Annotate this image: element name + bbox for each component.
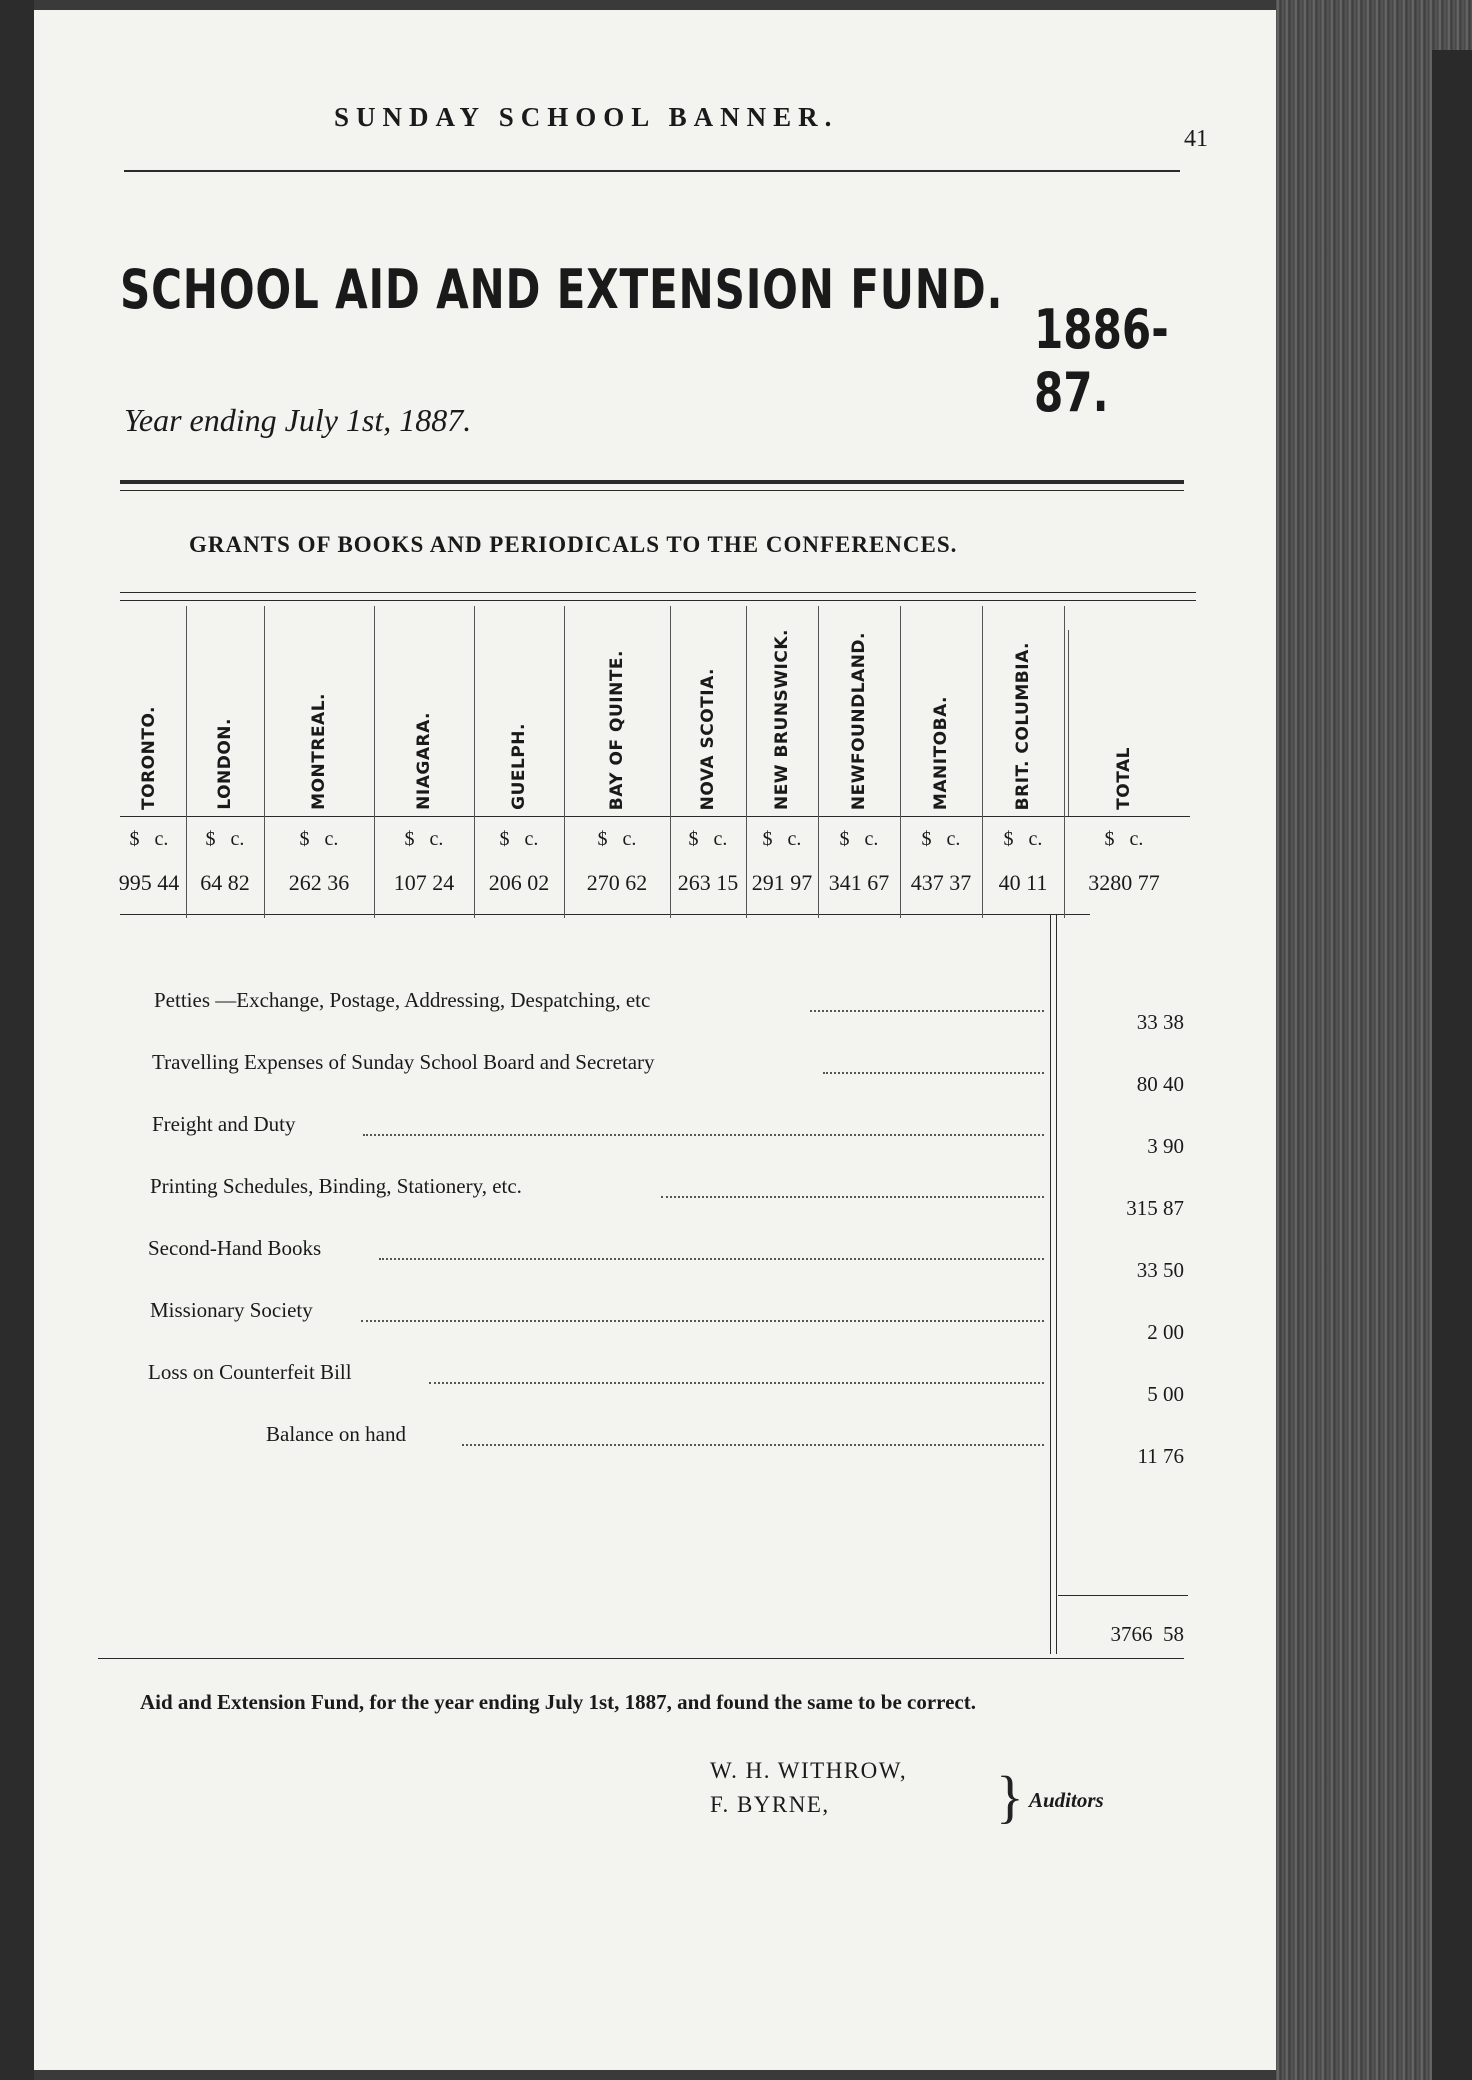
column-divider: [264, 606, 265, 918]
auditor-name-1: W. H. WITHROW,: [710, 1758, 908, 1783]
column-header-bay-of-quinte: [564, 630, 670, 810]
unit-row-newfoundland: [818, 828, 900, 851]
cent-sign: c.: [524, 828, 539, 850]
grant-cents: 82: [227, 870, 250, 895]
header-rule: [124, 170, 1180, 172]
footer-rule: [98, 1658, 1184, 1659]
grant-dollars: 107: [393, 870, 427, 895]
grant-dollars: 437: [910, 870, 944, 895]
grant-dollars: 263: [677, 870, 711, 895]
expense-amount: [1074, 1320, 1184, 1345]
grant-cents: 02: [527, 870, 550, 895]
column-header-label: MANITOBA.: [931, 695, 951, 810]
dot-leader: [810, 1010, 1044, 1012]
dollar-sign: $: [1003, 828, 1014, 850]
auditor-statement: Aid and Extension Fund, for the year ending July 1st, 1887, and found the same to be correct.: [140, 1690, 976, 1714]
year-label: 1886-87.: [1034, 298, 1169, 424]
expense-dollars: 2: [1147, 1320, 1158, 1344]
grant-value-new-brunswick: [746, 870, 818, 896]
unit-row-toronto: [112, 828, 186, 851]
expense-dollars: 80: [1136, 1072, 1158, 1096]
expense-cents: 90: [1163, 1134, 1184, 1158]
column-divider: [982, 606, 983, 918]
unit-row-brit-columbia: [982, 828, 1064, 851]
expense-dollars: 33: [1136, 1258, 1158, 1282]
column-header-guelph: [474, 630, 564, 810]
column-header-london: [186, 630, 264, 810]
dollar-sign: $: [921, 828, 932, 850]
grant-cents: 67: [867, 870, 890, 895]
expense-label: Balance on hand: [266, 1422, 406, 1446]
column-divider: [1064, 606, 1065, 918]
column-header-toronto: [112, 630, 186, 810]
cent-sign: c.: [622, 828, 637, 850]
expense-amount: [1074, 1072, 1184, 1097]
running-head: SUNDAY SCHOOL BANNER.: [334, 102, 839, 132]
table-values-bottom-rule: [120, 914, 1090, 915]
cent-sign: c.: [946, 828, 961, 850]
expense-label: Second-Hand Books: [148, 1236, 322, 1260]
grant-cents: 11: [1026, 870, 1048, 895]
expense-dollars: 33: [1136, 1010, 1158, 1034]
expense-cents: 50: [1163, 1258, 1184, 1282]
expense-dollars: 3: [1147, 1134, 1158, 1158]
grand-total-rule: [1058, 1595, 1188, 1596]
dollar-sign: $: [688, 828, 699, 850]
cent-sign: c.: [230, 828, 245, 850]
grant-dollars: 3280: [1088, 870, 1133, 895]
column-header-label: MONTREAL.: [309, 693, 329, 810]
column-header-nova-scotia: [670, 630, 746, 810]
column-divider: [374, 606, 375, 918]
column-header-label: NEWFOUNDLAND.: [849, 631, 869, 810]
total-column-rule-left-2: [1056, 914, 1057, 1654]
dollar-sign: $: [839, 828, 850, 850]
unit-row-london: [186, 828, 264, 851]
expense-label: Travelling Expenses of Sunday School Board and Secretary: [152, 1050, 655, 1074]
expense-amount: [1074, 1444, 1184, 1469]
auditors-brace: }: [996, 1764, 1024, 1829]
grant-dollars: 262: [288, 870, 322, 895]
expense-label: Printing Schedules, Binding, Stationery, etc.: [150, 1174, 522, 1198]
grant-value-guelph: [474, 870, 564, 896]
grant-value-toronto: [112, 870, 186, 896]
dot-leader: [363, 1134, 1044, 1136]
expense-amount: [1074, 1258, 1184, 1283]
grand-total-dollars: 3766: [1110, 1622, 1153, 1646]
column-header-new-brunswick: [746, 630, 818, 810]
expense-cents: 76: [1163, 1444, 1184, 1468]
dollar-sign: $: [299, 828, 310, 850]
unit-row-niagara: [374, 828, 474, 851]
grant-dollars: 995: [118, 870, 152, 895]
cent-sign: c.: [713, 828, 728, 850]
dot-leader: [462, 1444, 1044, 1446]
grant-dollars: 341: [828, 870, 862, 895]
grant-value-london: [186, 870, 264, 896]
column-header-label: GUELPH.: [509, 723, 529, 810]
column-divider: [564, 606, 565, 918]
grand-total: [1074, 1622, 1184, 1647]
expense-dollars: 11: [1137, 1444, 1158, 1468]
column-header-label: NOVA SCOTIA.: [698, 667, 718, 810]
expense-label: Loss on Counterfeit Bill: [148, 1360, 352, 1384]
expense-dollars: 315: [1126, 1196, 1158, 1220]
grant-dollars: 270: [586, 870, 620, 895]
dot-leader: [361, 1320, 1044, 1322]
expense-dollars: 5: [1147, 1382, 1158, 1406]
page-number: 41: [1184, 126, 1208, 152]
cent-sign: c.: [429, 828, 444, 850]
expense-amount: [1074, 1382, 1184, 1407]
book-cover-edge: [1432, 50, 1472, 2080]
column-header-label: TOTAL: [1114, 747, 1134, 810]
table-header-bottom-rule: [120, 816, 1190, 817]
cent-sign: c.: [154, 828, 169, 850]
grant-cents: 24: [432, 870, 455, 895]
table-top-rule-2: [120, 600, 1196, 601]
grant-cents: 15: [716, 870, 739, 895]
cent-sign: c.: [787, 828, 802, 850]
expense-cents: 87: [1163, 1196, 1184, 1220]
column-header-label: BAY OF QUINTE.: [607, 649, 627, 810]
grant-dollars: 40: [998, 870, 1021, 895]
grant-value-manitoba: [900, 870, 982, 896]
dollar-sign: $: [499, 828, 510, 850]
total-column-rule-left: [1050, 914, 1051, 1654]
cent-sign: c.: [1028, 828, 1043, 850]
title-rule-thick: [120, 480, 1184, 484]
expense-label: Missionary Society: [150, 1298, 313, 1322]
grant-dollars: 64: [200, 870, 223, 895]
column-header-label: BRIT. COLUMBIA.: [1013, 641, 1033, 810]
title-rule-thin: [120, 490, 1184, 491]
dollar-sign: $: [1104, 828, 1115, 850]
dollar-sign: $: [597, 828, 608, 850]
dot-leader: [661, 1196, 1044, 1198]
dollar-sign: $: [129, 828, 140, 850]
grant-value-nova-scotia: [670, 870, 746, 896]
grant-cents: 44: [157, 870, 180, 895]
grant-value-total: [1064, 870, 1184, 896]
dot-leader: [823, 1072, 1044, 1074]
cent-sign: c.: [864, 828, 879, 850]
subtitle: Year ending July 1st, 1887.: [124, 402, 472, 438]
column-header-newfoundland: [818, 630, 900, 810]
document-page: [34, 10, 1276, 2070]
dot-leader: [429, 1382, 1044, 1384]
column-header-label: TORONTO.: [139, 706, 159, 810]
grant-cents: 36: [327, 870, 350, 895]
grant-dollars: 206: [488, 870, 522, 895]
auditor-name-2: F. BYRNE,: [710, 1792, 830, 1817]
grant-dollars: 291: [751, 870, 785, 895]
dollar-sign: $: [205, 828, 216, 850]
dollar-sign: $: [762, 828, 773, 850]
grant-cents: 62: [625, 870, 648, 895]
grant-cents: 37: [949, 870, 972, 895]
grant-value-niagara: [374, 870, 474, 896]
expense-cents: 00: [1163, 1382, 1184, 1406]
column-divider: [746, 606, 747, 918]
unit-row-new-brunswick: [746, 828, 818, 851]
dollar-sign: $: [404, 828, 415, 850]
grant-value-montreal: [264, 870, 374, 896]
column-divider: [186, 606, 187, 918]
column-divider: [670, 606, 671, 918]
unit-row-montreal: [264, 828, 374, 851]
table-top-rule: [120, 592, 1196, 593]
grand-total-cents: 58: [1163, 1622, 1184, 1646]
unit-row-bay-of-quinte: [564, 828, 670, 851]
cent-sign: c.: [1129, 828, 1144, 850]
grant-value-bay-of-quinte: [564, 870, 670, 896]
column-divider: [900, 606, 901, 918]
unit-row-guelph: [474, 828, 564, 851]
main-title: SCHOOL AID AND EXTENSION FUND.: [120, 258, 1004, 321]
grant-cents: 97: [790, 870, 813, 895]
column-header-niagara: [374, 630, 474, 810]
grant-cents: 77: [1137, 870, 1160, 895]
expense-amount: [1074, 1010, 1184, 1035]
grants-heading: GRANTS OF BOOKS AND PERIODICALS TO THE CONFERENCES.: [189, 532, 958, 557]
column-header-total: [1064, 630, 1184, 810]
total-column-divider: [1068, 630, 1069, 816]
expense-amount: [1074, 1134, 1184, 1159]
unit-row-total: [1064, 828, 1184, 851]
expense-cents: 38: [1163, 1010, 1184, 1034]
book-gutter-left: [0, 0, 34, 2080]
expense-cents: 00: [1163, 1320, 1184, 1344]
column-header-label: NIAGARA.: [414, 712, 434, 810]
cent-sign: c.: [324, 828, 339, 850]
expense-label: Freight and Duty: [152, 1112, 296, 1136]
column-divider: [818, 606, 819, 918]
grant-value-newfoundland: [818, 870, 900, 896]
column-divider: [474, 606, 475, 918]
expense-cents: 40: [1163, 1072, 1184, 1096]
unit-row-nova-scotia: [670, 828, 746, 851]
dot-leader: [379, 1258, 1044, 1260]
column-header-label: NEW BRUNSWICK.: [772, 628, 792, 810]
column-header-montreal: [264, 630, 374, 810]
expense-amount: [1074, 1196, 1184, 1221]
unit-row-manitoba: [900, 828, 982, 851]
expense-label: Petties —Exchange, Postage, Addressing, Despatching, etc: [154, 988, 651, 1012]
column-header-manitoba: [900, 630, 982, 810]
column-header-brit-columbia: [982, 630, 1064, 810]
column-header-label: LONDON.: [215, 718, 235, 810]
auditors-role: Auditors: [1029, 1788, 1104, 1812]
grant-value-brit-columbia: [982, 870, 1064, 896]
